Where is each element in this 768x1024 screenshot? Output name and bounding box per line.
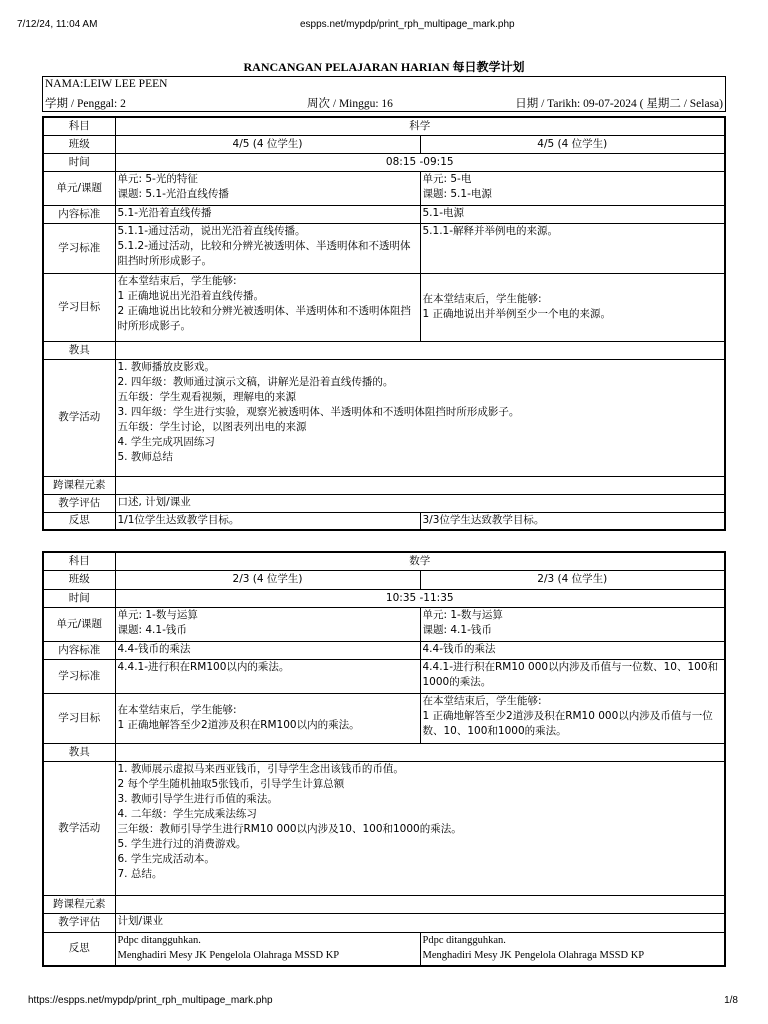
class-a: 2/3 (4 位学生) <box>115 570 420 589</box>
label-objective: 学习目标 <box>43 693 115 743</box>
unit-a: 单元: 5-光的特征 课题: 5.1-光沿直线传播 <box>115 171 420 205</box>
cross-curriculum-value <box>115 895 725 913</box>
label-reflection: 反思 <box>43 932 115 966</box>
objective-b: 在本堂结束后，学生能够: 1 正确地解答至少2道涉及积在RM10 000以内涉及币值与一位数、10、100和1000的乘法。 <box>420 693 725 743</box>
label-teaching-aids: 教具 <box>43 743 115 761</box>
label-activities: 教学活动 <box>43 359 115 476</box>
teacher-name: NAMA:LEIW LEE PEEN <box>45 78 168 90</box>
label-subject: 科目 <box>43 552 115 570</box>
reflection-b: Pdpc ditangguhkan. Menghadiri Mesy JK Pengelola Olahraga MSSD KP <box>420 932 725 966</box>
teaching-aids-value <box>115 743 725 761</box>
subject-value: 数学 <box>115 552 725 570</box>
label-cross-curriculum: 跨课程元素 <box>43 895 115 913</box>
document-title: RANCANGAN PELAJARAN HARIAN 每日教学计划 <box>243 60 525 74</box>
learning-b: 5.1.1-解释并举例电的来源。 <box>420 223 725 273</box>
objective-a: 在本堂结束后，学生能够: 1 正确地说出光沿着直线传播。 2 正确地说出比较和分辨光被透明体、半透明体和不透明体阻挡时所形成影子。 <box>115 273 420 341</box>
label-assessment: 教学评估 <box>43 494 115 512</box>
label-class: 班级 <box>43 570 115 589</box>
label-subject: 科目 <box>43 117 115 135</box>
week: 周次 / Minggu: 16 <box>307 98 393 110</box>
unit-b: 单元: 5-电 课题: 5.1-电源 <box>420 171 725 205</box>
label-class: 班级 <box>43 135 115 153</box>
content-b: 5.1-电源 <box>420 205 725 223</box>
subject-value: 科学 <box>115 117 725 135</box>
label-objective: 学习目标 <box>43 273 115 341</box>
reflection-a: Pdpc ditangguhkan. Menghadiri Mesy JK Pengelola Olahraga MSSD KP <box>115 932 420 966</box>
teaching-aids-value <box>115 341 725 359</box>
label-learning-standard: 学习标准 <box>43 223 115 273</box>
lesson-table-science <box>42 116 726 531</box>
label-time: 时间 <box>43 589 115 607</box>
unit-b: 单元: 1-数与运算 课题: 4.1-钱币 <box>420 607 725 641</box>
objective-b: 在本堂结束后，学生能够: 1 正确地说出并举例至少一个电的来源。 <box>420 273 725 341</box>
unit-a: 单元: 1-数与运算 课题: 4.1-钱币 <box>115 607 420 641</box>
time-value: 08:15 -09:15 <box>115 153 725 171</box>
teacher-info-box <box>42 76 726 112</box>
content-b: 4.4-钱币的乘法 <box>420 641 725 659</box>
label-activities: 教学活动 <box>43 761 115 895</box>
print-footer-url: https://espps.net/mypdp/print_rph_multipage_mark.php <box>28 995 273 1006</box>
label-learning-standard: 学习标准 <box>43 659 115 693</box>
label-cross-curriculum: 跨课程元素 <box>43 476 115 494</box>
date: 日期 / Tarikh: 09-07-2024 ( 星期二 / Selasa) <box>515 98 723 110</box>
assessment-value: 口述, 计划/课业 <box>115 494 725 512</box>
label-unit: 单元/课题 <box>43 607 115 641</box>
assessment-value: 计划/课业 <box>115 913 725 932</box>
lesson-table-math <box>42 551 726 967</box>
class-a: 4/5 (4 位学生) <box>115 135 420 153</box>
term: 学期 / Penggal: 2 <box>45 98 126 110</box>
print-page-title: espps.net/mypdp/print_rph_multipage_mark.php <box>300 19 515 30</box>
objective-a: 在本堂结束后，学生能够: 1 正确地解答至少2道涉及积在RM100以内的乘法。 <box>115 693 420 743</box>
print-page-number: 1/8 <box>724 995 738 1006</box>
reflection-a: 1/1位学生达致教学目标。 <box>115 512 420 530</box>
content-a: 4.4-钱币的乘法 <box>115 641 420 659</box>
learning-a: 5.1.1-通过活动，说出光沿着直线传播。 5.1.2-通过活动，比较和分辨光被透明体、半透明体和不透明体阻挡时所形成影子。 <box>115 223 420 273</box>
label-unit: 单元/课题 <box>43 171 115 205</box>
content-a: 5.1-光沿着直线传播 <box>115 205 420 223</box>
class-b: 2/3 (4 位学生) <box>420 570 725 589</box>
learning-b: 4.4.1-进行积在RM10 000以内涉及币值与一位数、10、100和1000的乘法。 <box>420 659 725 693</box>
label-teaching-aids: 教具 <box>43 341 115 359</box>
cross-curriculum-value <box>115 476 725 494</box>
class-b: 4/5 (4 位学生) <box>420 135 725 153</box>
label-time: 时间 <box>43 153 115 171</box>
activities-value: 1. 教师播放皮影戏。 2. 四年级：教师通过演示文稿，讲解光是沿着直线传播的。 五年级：学生观看视频，理解电的来源 3. 四年级：学生进行实验，观察光被透明体、半透明体和不透明体阻挡时所形成影子。 五年级：学生讨论，以图表列出电的来源 4. 学生完成巩固练习 5. 教师总结 <box>115 359 725 476</box>
learning-a: 4.4.1-进行积在RM100以内的乘法。 <box>115 659 420 693</box>
reflection-b: 3/3位学生达致教学目标。 <box>420 512 725 530</box>
time-value: 10:35 -11:35 <box>115 589 725 607</box>
label-content-standard: 内容标准 <box>43 641 115 659</box>
activities-value: 1. 教师展示虚拟马来西亚钱币，引导学生念出该钱币的币值。 2 每个学生随机抽取5张钱币，引导学生计算总额 3. 教师引导学生进行币值的乘法。 4. 二年级：学生完成乘法练习 三年级：教师引导学生进行RM10 000以内涉及10、100和1000的乘法。 5. 学生进行过的消费游戏。 6. 学生完成活动本。 7. 总结。 <box>115 761 725 895</box>
label-content-standard: 内容标准 <box>43 205 115 223</box>
label-assessment: 教学评估 <box>43 913 115 932</box>
label-reflection: 反思 <box>43 512 115 530</box>
print-datetime: 7/12/24, 11:04 AM <box>17 19 98 30</box>
